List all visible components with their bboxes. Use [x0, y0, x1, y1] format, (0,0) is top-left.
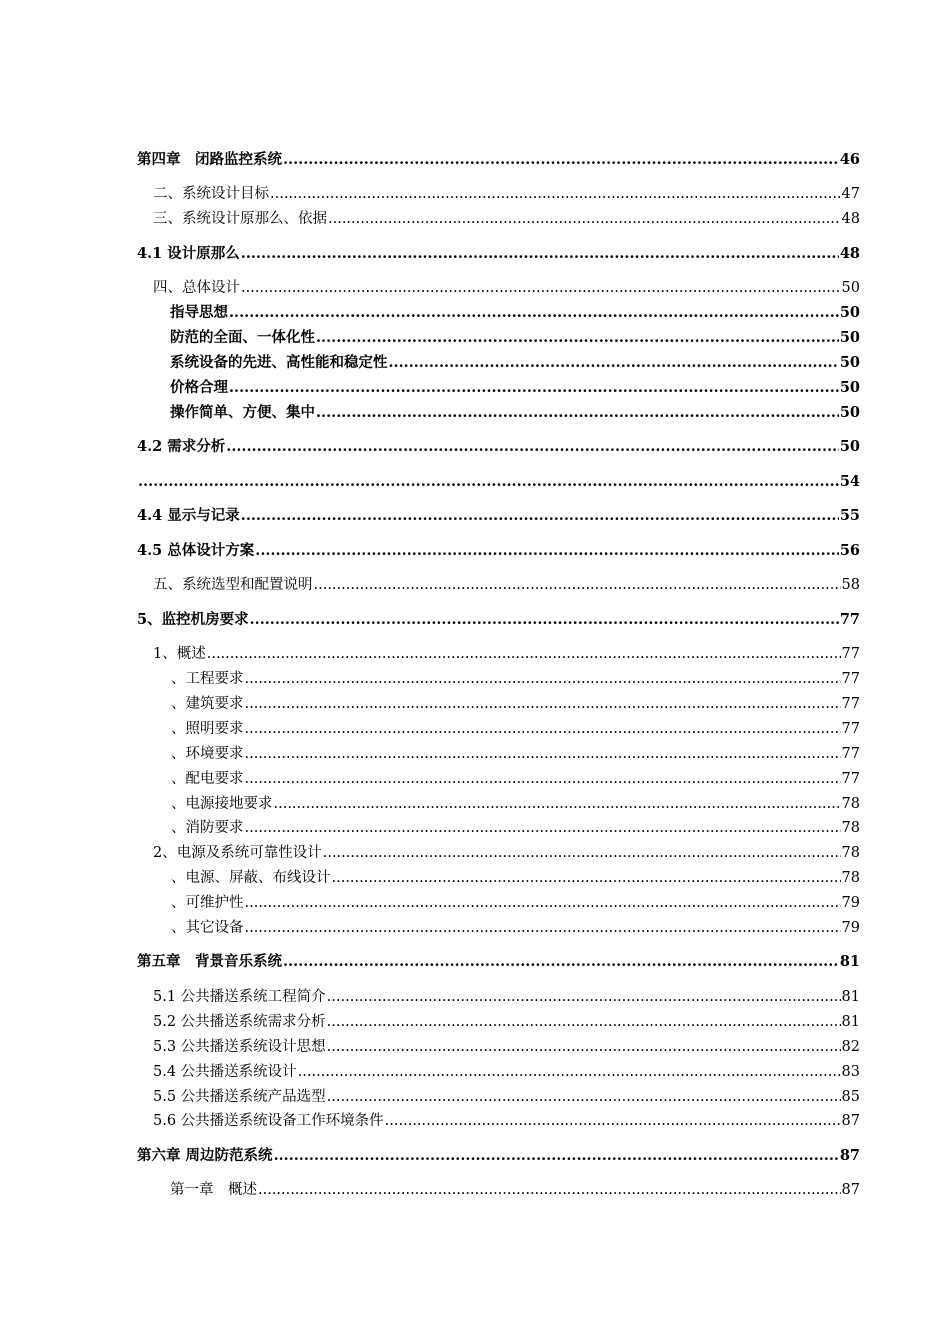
table-of-contents	[137, 148, 860, 1203]
toc-page-number: 54	[839, 472, 860, 490]
toc-page-number: 77	[841, 695, 860, 712]
toc-entry-title: 防范的全面、一体化性	[170, 329, 315, 347]
toc-page-number: 78	[841, 795, 860, 812]
toc-dot-leader	[241, 276, 841, 301]
toc-page-number: 77	[841, 671, 860, 688]
toc-entry-title: 4.2 需求分析	[137, 438, 226, 456]
toc-entry[interactable]	[137, 301, 860, 326]
toc-entry-title: 5.2 公共播送系统需求分析	[153, 1013, 326, 1030]
toc-page-number: 81	[839, 953, 860, 971]
toc-page-number: 50	[841, 280, 860, 297]
toc-entry[interactable]	[137, 985, 860, 1010]
toc-entry-title: 五、系统选型和配置说明	[153, 577, 313, 594]
toc-entry-title: 4.1 设计原那么	[137, 244, 240, 262]
toc-entry[interactable]	[137, 717, 860, 742]
toc-entry[interactable]	[137, 692, 860, 717]
toc-page-number: 83	[841, 1063, 860, 1080]
toc-entry[interactable]	[137, 1060, 860, 1085]
toc-page-number: 77	[841, 646, 860, 663]
toc-entry-title: 、配电要求	[171, 770, 244, 787]
toc-entry[interactable]	[137, 816, 860, 841]
toc-page-number: 81	[841, 988, 860, 1005]
toc-dot-leader	[389, 351, 839, 376]
toc-entry-title: 三、系统设计原那么、依据	[153, 211, 327, 228]
toc-entry-title: 四、总体设计	[153, 280, 240, 297]
toc-page-number: 82	[841, 1038, 860, 1055]
toc-entry[interactable]	[137, 539, 860, 564]
toc-entry-title: 4.5 总体设计方案	[137, 541, 255, 559]
toc-dot-leader	[283, 148, 839, 173]
toc-entry-title: 、建筑要求	[171, 695, 244, 712]
toc-entry[interactable]	[137, 1010, 860, 1035]
toc-page-number: 85	[841, 1088, 860, 1105]
toc-entry-title: 、其它设备	[171, 919, 244, 936]
toc-dot-leader	[314, 573, 841, 598]
toc-dot-leader	[327, 985, 841, 1010]
toc-entry-title: 第一章 概述	[170, 1182, 257, 1199]
toc-entry[interactable]	[137, 1144, 860, 1169]
toc-page-number: 56	[839, 541, 860, 559]
toc-entry[interactable]	[137, 841, 860, 866]
toc-dot-leader	[332, 866, 841, 891]
toc-entry[interactable]	[137, 1085, 860, 1110]
toc-dot-leader	[250, 608, 839, 633]
toc-dot-leader	[229, 301, 839, 326]
toc-entry-title: 5、监控机房要求	[137, 610, 249, 628]
toc-entry[interactable]	[137, 866, 860, 891]
toc-dot-leader	[245, 717, 841, 742]
toc-entry-title: 2、电源及系统可靠性设计	[153, 845, 322, 862]
toc-entry[interactable]	[137, 1178, 860, 1203]
toc-dot-leader	[316, 326, 839, 351]
toc-entry[interactable]	[137, 608, 860, 633]
toc-page-number: 50	[839, 438, 860, 456]
toc-page-number: 87	[841, 1182, 860, 1199]
toc-dot-leader	[245, 692, 841, 717]
toc-entry[interactable]	[137, 573, 860, 598]
toc-entry-title: 5.4 公共播送系统设计	[153, 1063, 297, 1080]
toc-entry-title: 5.3 公共播送系统设计思想	[153, 1038, 326, 1055]
toc-page-number: 48	[841, 211, 860, 228]
toc-page-number: 87	[839, 1146, 860, 1164]
toc-entry[interactable]	[137, 667, 860, 692]
toc-entry-title: 1、概述	[153, 646, 206, 663]
toc-entry[interactable]	[137, 470, 860, 495]
toc-entry-title: 系统设备的先进、高性能和稳定性	[170, 354, 388, 372]
toc-entry-title: 第六章 周边防范系统	[137, 1146, 273, 1164]
toc-page-number: 55	[839, 507, 860, 525]
toc-page-number: 77	[841, 745, 860, 762]
toc-entry[interactable]	[137, 242, 860, 267]
toc-entry[interactable]	[137, 376, 860, 401]
toc-entry-title: 、环境要求	[171, 745, 244, 762]
toc-dot-leader	[229, 376, 839, 401]
toc-page-number: 50	[839, 354, 860, 372]
toc-page-number: 77	[841, 770, 860, 787]
toc-dot-leader	[245, 667, 841, 692]
toc-entry[interactable]	[137, 351, 860, 376]
toc-page-number: 87	[841, 1113, 860, 1130]
toc-page-number: 50	[839, 378, 860, 396]
toc-dot-leader	[283, 950, 839, 975]
toc-dot-leader	[245, 767, 841, 792]
toc-dot-leader	[245, 916, 841, 941]
toc-entry-title: 5.5 公共播送系统产品选型	[153, 1088, 326, 1105]
toc-page-number: 50	[839, 329, 860, 347]
toc-page-number: 77	[839, 610, 860, 628]
toc-entry-title: 、消防要求	[171, 820, 244, 837]
toc-dot-leader	[385, 1109, 841, 1134]
toc-dot-leader	[241, 504, 839, 529]
toc-dot-leader	[327, 1035, 841, 1060]
toc-dot-leader	[298, 1060, 841, 1085]
toc-dot-leader	[328, 207, 841, 232]
toc-page-number: 77	[841, 720, 860, 737]
toc-dot-leader	[245, 816, 841, 841]
toc-page-number: 78	[841, 820, 860, 837]
toc-dot-leader	[274, 1144, 839, 1169]
toc-entry-title: 、电源、屏蔽、布线设计	[171, 870, 331, 887]
toc-page-number: 79	[841, 919, 860, 936]
toc-entry[interactable]	[137, 326, 860, 351]
toc-entry-title: 二、系统设计目标	[153, 186, 269, 203]
toc-page-number: 46	[839, 151, 860, 168]
toc-dot-leader	[245, 891, 841, 916]
toc-entry-title: 操作简单、方便、集中	[170, 403, 315, 421]
toc-entry-title: 第四章 闭路监控系统	[137, 151, 282, 168]
toc-page-number: 78	[841, 845, 860, 862]
toc-entry[interactable]	[137, 276, 860, 301]
toc-entry-title: 指导思想	[170, 304, 228, 322]
toc-entry-title: 第五章 背景音乐系统	[137, 953, 282, 971]
toc-dot-leader	[245, 742, 841, 767]
toc-entry[interactable]	[137, 1035, 860, 1060]
toc-dot-leader	[323, 841, 841, 866]
toc-page-number: 48	[839, 244, 860, 262]
toc-entry-title: 5.1 公共播送系统工程简介	[153, 988, 326, 1005]
toc-dot-leader	[258, 1178, 841, 1203]
toc-page-number: 79	[841, 895, 860, 912]
toc-entry[interactable]	[137, 742, 860, 767]
toc-entry[interactable]	[137, 891, 860, 916]
toc-page-number: 81	[841, 1013, 860, 1030]
toc-dot-leader	[274, 792, 841, 817]
toc-dot-leader	[255, 539, 839, 564]
toc-entry-title: 、电源接地要求	[171, 795, 273, 812]
toc-entry[interactable]	[137, 435, 860, 460]
toc-entry-title: 、照明要求	[171, 720, 244, 737]
toc-entry[interactable]	[137, 1109, 860, 1134]
toc-dot-leader	[241, 242, 839, 267]
toc-page-number: 50	[839, 304, 860, 322]
toc-dot-leader	[327, 1085, 841, 1110]
toc-page-number: 58	[841, 577, 860, 594]
toc-entry-title: 、工程要求	[171, 671, 244, 688]
toc-entry[interactable]	[137, 642, 860, 667]
toc-page-number: 47	[841, 186, 860, 203]
toc-page-number: 50	[839, 403, 860, 421]
toc-entry-title: 价格合理	[170, 378, 228, 396]
toc-entry[interactable]	[137, 504, 860, 529]
toc-page-number: 78	[841, 870, 860, 887]
toc-dot-leader	[226, 435, 839, 460]
toc-entry[interactable]	[137, 767, 860, 792]
toc-entry[interactable]	[137, 792, 860, 817]
toc-entry-title: 5.6 公共播送系统设备工作环境条件	[153, 1113, 384, 1130]
toc-dot-leader	[138, 470, 839, 495]
toc-entry-title: 4.4 显示与记录	[137, 507, 240, 525]
toc-dot-leader	[207, 642, 841, 667]
toc-entry-title: 、可维护性	[171, 895, 244, 912]
toc-entry[interactable]	[137, 182, 860, 207]
toc-dot-leader	[270, 182, 841, 207]
toc-entry[interactable]	[137, 916, 860, 941]
toc-entry[interactable]	[137, 950, 860, 975]
toc-entry[interactable]	[137, 401, 860, 426]
toc-dot-leader	[327, 1010, 841, 1035]
toc-entry[interactable]	[137, 148, 860, 173]
toc-dot-leader	[316, 401, 839, 426]
toc-entry[interactable]	[137, 207, 860, 232]
